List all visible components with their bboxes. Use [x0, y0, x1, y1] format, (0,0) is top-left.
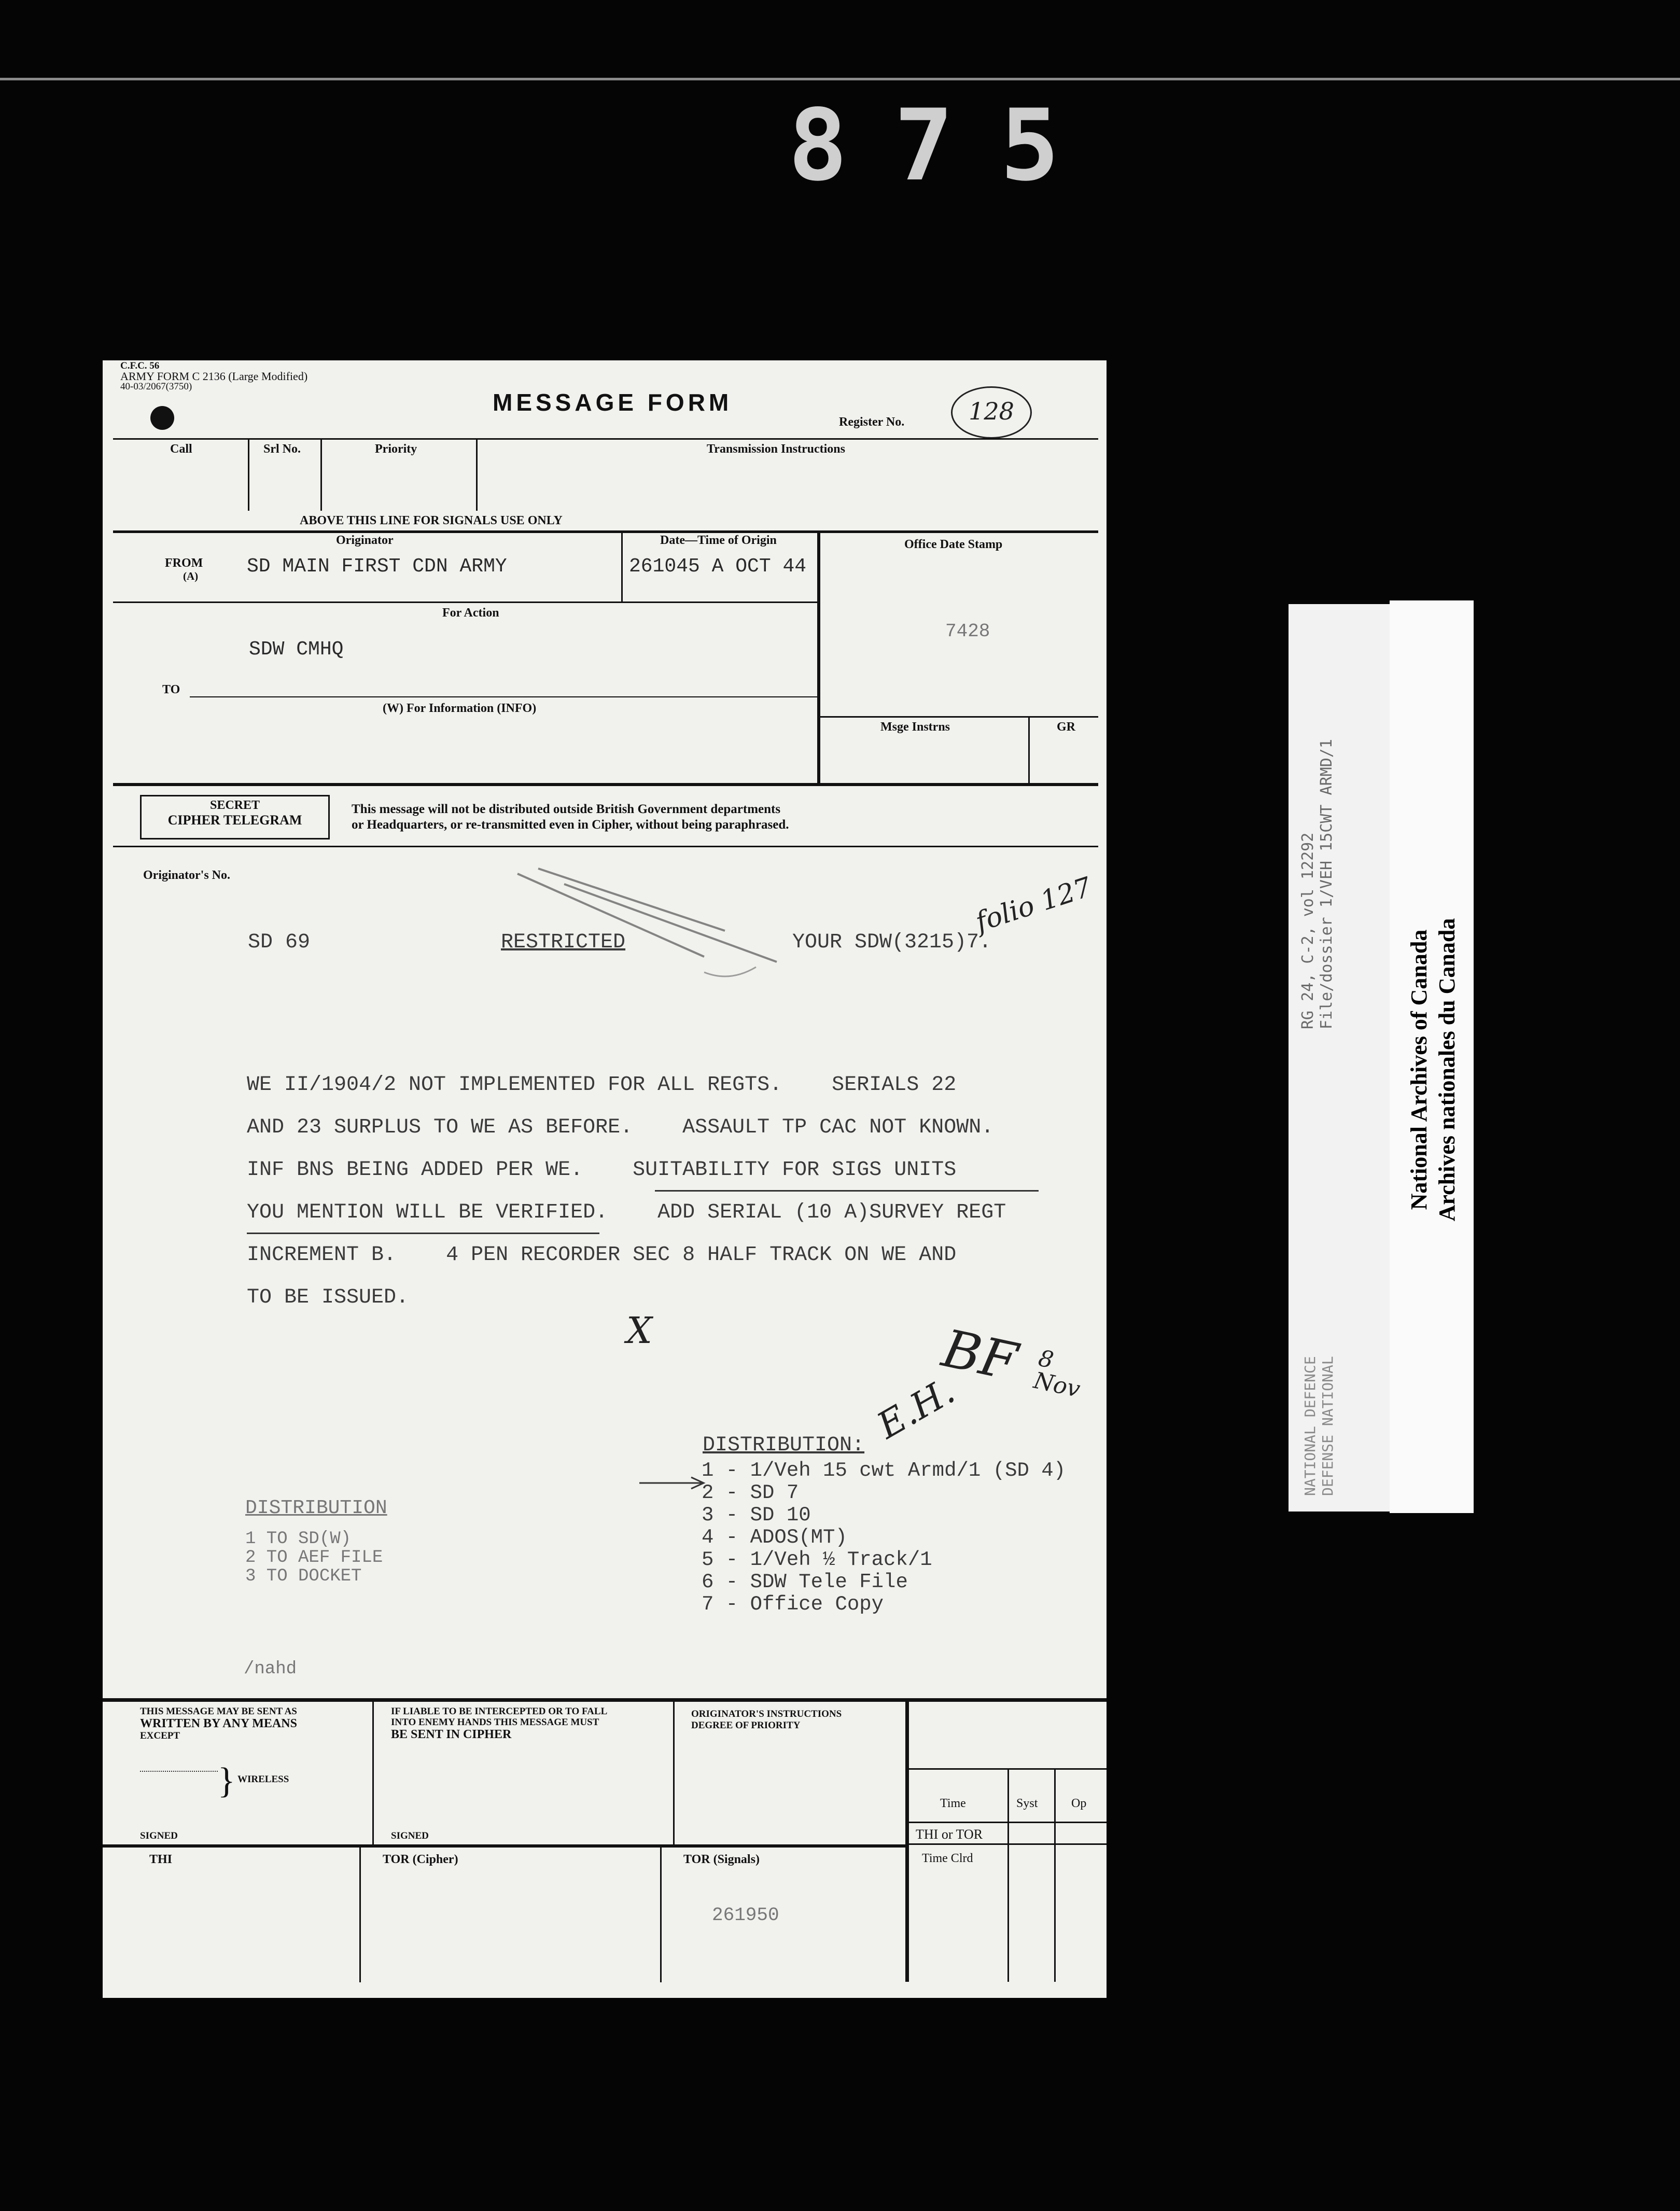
secret-note-2: or Headquarters, or re-transmitted even in Cipher, without being paraphrased. — [352, 818, 789, 832]
body-line-2: AND 23 SURPLUS TO WE AS BEFORE. ASSAULT TP CAC NOT KNOWN. — [247, 1116, 994, 1139]
distribution-list — [702, 1460, 1066, 1616]
info-label: (W) For Information (INFO) — [383, 702, 537, 715]
rule — [103, 1698, 1107, 1702]
brace: } — [218, 1761, 235, 1801]
rule — [660, 1846, 662, 1982]
archive-ref — [1299, 739, 1336, 1029]
your-ref: YOUR SDW(3215)7. — [792, 931, 992, 954]
form-id-top: C.F.C. 56 — [120, 360, 160, 371]
distribution-item: 3 - SD 10 — [702, 1504, 811, 1527]
rule — [113, 530, 1098, 533]
office-stamp-value: 7428 — [945, 621, 990, 642]
underline-suitability — [655, 1190, 1039, 1192]
archive-ref-line2: File/dossier 1/VEH 15CWT ARMD/1 — [1318, 739, 1336, 1029]
archive-reference-label — [1289, 604, 1390, 1512]
form-title: MESSAGE FORM — [493, 389, 733, 416]
gr-label: GR — [1057, 720, 1075, 734]
folio-note: folio 127 — [972, 871, 1096, 939]
secret-note-1: This message will not be distributed outside British Government departments — [352, 802, 781, 816]
distribution-item: 6 - SDW Tele File — [702, 1571, 908, 1593]
distribution-title: DISTRIBUTION: — [703, 1434, 865, 1457]
rule — [818, 716, 1098, 718]
distribution-item: 4 - ADOS(MT) — [702, 1526, 847, 1549]
archive-name-en: National Archives of Canada — [1406, 929, 1432, 1210]
datetime-value: 261045 A OCT 44 — [629, 555, 807, 578]
body-line-1: WE II/1904/2 NOT IMPLEMENTED FOR ALL REGTS. SERIALS 22 — [247, 1073, 957, 1097]
rule — [372, 1702, 374, 1847]
may-be-sent-1: THIS MESSAGE MAY BE SENT AS — [140, 1706, 297, 1717]
ink-scribble — [486, 853, 808, 988]
datetime-label: Date—Time of Origin — [660, 534, 777, 547]
body-line-5: INCREMENT B. 4 PEN RECORDER SEC 8 HALF TRACK ON WE AND — [247, 1243, 957, 1267]
message-ref: SD 69 — [248, 931, 311, 954]
orig-instr-2: DEGREE OF PRIORITY — [691, 1720, 801, 1731]
rule — [248, 438, 249, 511]
bf-date: 8 Nov — [1031, 1345, 1083, 1403]
for-action-label: For Action — [442, 606, 499, 620]
register-label: Register No. — [839, 415, 905, 429]
distribution2-title: DISTRIBUTION — [245, 1497, 387, 1519]
rule — [190, 696, 817, 697]
register-number: 128 — [951, 386, 1032, 439]
distribution2-list — [245, 1530, 383, 1586]
archive-dept-line2: DEFENSE NATIONAL — [1319, 1356, 1336, 1496]
hole-punch — [150, 406, 174, 430]
secret-line1: SECRET — [209, 799, 260, 812]
distribution2-item: 2 TO AEF FILE — [245, 1548, 383, 1568]
body-line-6: TO BE ISSUED. — [247, 1286, 409, 1309]
wireless-label: WIRELESS — [237, 1774, 289, 1785]
from-sub-label: (A) — [183, 570, 199, 582]
thi-label: THI — [149, 1853, 173, 1866]
orig-instr-1: ORIGINATOR'S INSTRUCTIONS — [691, 1709, 842, 1719]
distribution2-item: 3 TO DOCKET — [245, 1566, 362, 1586]
archive-name-label — [1390, 600, 1474, 1513]
archive-dept-line1: NATIONAL DEFENCE — [1301, 1356, 1319, 1496]
thi-tor-label: THI or TOR — [916, 1827, 983, 1842]
body-line-4: YOU MENTION WILL BE VERIFIED. ADD SERIAL (10 A)SURVEY REGT — [247, 1201, 1006, 1224]
may-be-sent-2: WRITTEN BY ANY MEANS — [140, 1717, 297, 1730]
may-be-sent-3: EXCEPT — [140, 1730, 180, 1741]
signals-only-note: ABOVE THIS LINE FOR SIGNALS USE ONLY — [300, 514, 563, 527]
call-label: Call — [170, 442, 192, 456]
distribution-item: 5 - 1/Veh ½ Track/1 — [702, 1548, 932, 1571]
originators-no-label: Originator's No. — [143, 869, 230, 882]
frame-number: 875 — [788, 88, 1107, 203]
syst-label: Syst — [1016, 1797, 1038, 1810]
archive-ref-line1: RG 24, C-2, vol 12292 — [1299, 832, 1317, 1029]
signed-label-2: SIGNED — [391, 1830, 429, 1841]
secret-box — [140, 795, 330, 839]
rule — [1007, 1768, 1009, 1982]
rule — [113, 783, 1098, 786]
initials: E.H. — [870, 1369, 962, 1447]
secret-line2: CIPHER TELEGRAM — [167, 813, 302, 828]
rule — [113, 846, 1098, 847]
rule — [817, 530, 820, 785]
from-value: SD MAIN FIRST CDN ARMY — [247, 555, 507, 578]
rule — [476, 438, 478, 511]
msge-instrns-label: Msge Instrns — [880, 720, 950, 734]
form-id: ARMY FORM C 2136 (Large Modified) — [120, 370, 308, 383]
originator-label: Originator — [336, 534, 394, 547]
liable-1: IF LIABLE TO BE INTERCEPTED OR TO FALL — [391, 1706, 608, 1717]
distribution-item: 7 - Office Copy — [702, 1593, 884, 1616]
transmission-label: Transmission Instructions — [707, 442, 845, 456]
office-stamp-label: Office Date Stamp — [904, 538, 1003, 551]
rule — [320, 438, 322, 511]
rule — [113, 601, 818, 603]
time-clrd-label: Time Clrd — [922, 1852, 973, 1865]
action-value: SDW CMHQ — [249, 638, 344, 661]
distribution-item: 2 - SD 7 — [702, 1481, 799, 1504]
form-code: 40-03/2067(3750) — [120, 381, 192, 392]
underline-verified — [247, 1233, 599, 1234]
priority-label: Priority — [375, 442, 417, 456]
liable-3: BE SENT IN CIPHER — [391, 1728, 512, 1741]
body-line-3: INF BNS BEING ADDED PER WE. SUITABILITY FOR SIGS UNITS — [247, 1158, 957, 1182]
rule — [909, 1843, 1107, 1845]
wireless-blank — [140, 1771, 218, 1772]
archive-dept — [1301, 1356, 1337, 1496]
restricted-label: RESTRICTED — [501, 931, 626, 954]
film-edge-line — [0, 78, 1680, 80]
tor-cipher-label: TOR (Cipher) — [383, 1853, 458, 1866]
rule — [905, 1702, 909, 1982]
op-label: Op — [1071, 1797, 1087, 1810]
time-label: Time — [940, 1797, 966, 1810]
from-label: FROM — [165, 556, 203, 570]
archive-name — [1405, 901, 1461, 1238]
rule — [113, 438, 1098, 440]
rule — [621, 531, 623, 601]
message-form — [103, 360, 1107, 1998]
rule — [673, 1702, 675, 1847]
signed-label-1: SIGNED — [140, 1830, 178, 1841]
bf-note: BF — [937, 1318, 1023, 1393]
mark-x: X — [626, 1309, 652, 1352]
rule — [1054, 1768, 1056, 1982]
arrow-mark — [639, 1475, 707, 1491]
distribution2-item: 1 TO SD(W) — [245, 1529, 352, 1549]
liable-2: INTO ENEMY HANDS THIS MESSAGE MUST — [391, 1717, 599, 1728]
tor-signals-label: TOR (Signals) — [683, 1853, 760, 1866]
srl-label: Srl No. — [263, 442, 301, 456]
rule — [103, 1844, 909, 1848]
rule — [1028, 716, 1030, 785]
tor-signals-value: 261950 — [712, 1905, 779, 1926]
to-label: TO — [162, 683, 180, 696]
rule — [359, 1846, 361, 1982]
archive-name-fr: Archives nationales du Canada — [1434, 918, 1460, 1222]
distribution-item: 1 - 1/Veh 15 cwt Armd/1 (SD 4) — [702, 1459, 1066, 1482]
typist-ref: /nahd — [244, 1659, 297, 1679]
